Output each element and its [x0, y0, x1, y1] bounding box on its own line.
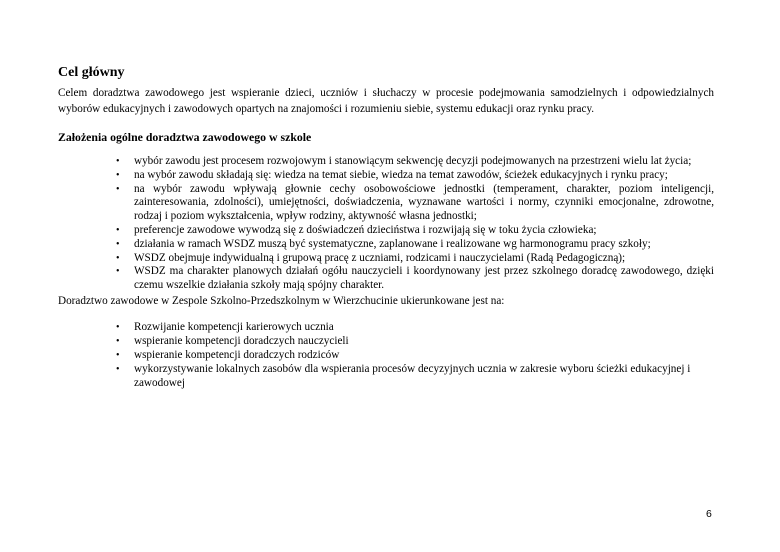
- list-item: [116, 265, 714, 293]
- list-item-text: WSDZ ma charakter planowych działań ogółu nauczycieli i koordynowany jest przez szkolnego doradcę zawodowego, dzięki czemu wszelkie działania szkoły mają spójny charakter.: [134, 265, 714, 292]
- list-item-text: wykorzystywanie lokalnych zasobów dla wspierania procesów decyzyjnych ucznia w zakresie wyboru ścieżki edukacyjnej i zawodowej: [134, 362, 691, 389]
- list-item: [116, 183, 714, 224]
- intro-paragraph: Celem doradztwa zawodowego jest wspieranie dzieci, uczniów i słuchaczy w procesie podejmowania samodzielnych i odpowiedzialnych wyborów edukacyjnych i zawodowych opartych na znajomości i rozumieniu siebie, systemu edukacji oraz rynku pracy.: [58, 87, 714, 115]
- bullet-icon: •: [116, 349, 120, 361]
- list-item: [116, 349, 714, 363]
- list-item-text: wspieranie kompetencji doradczych nauczycieli: [134, 334, 349, 347]
- bullet-icon: •: [116, 183, 120, 195]
- bullet-icon: •: [116, 169, 120, 181]
- list-item-text: wybór zawodu jest procesem rozwojowym i stanowiącym sekwencję decyzji podejmowanych na przestrzeni wielu lat życia;: [134, 155, 692, 167]
- list-item-text: preferencje zawodowe wywodzą się z doświadczeń dzieciństwa i rozwijają się w toku życia człowieka;: [134, 223, 597, 236]
- list-item-text: na wybór zawodu składają się: wiedza na temat siebie, wiedza na temat zawodów, ścieżek edukacyjnych i rynku pracy;: [134, 168, 668, 181]
- bullet-icon: •: [116, 335, 120, 347]
- bullet-icon: •: [116, 322, 120, 333]
- bullet-icon: •: [116, 156, 120, 167]
- list-item: [116, 363, 714, 391]
- list-item: [116, 252, 714, 266]
- list-item: [116, 238, 714, 252]
- list-item: [116, 321, 714, 335]
- list-item: [116, 155, 714, 169]
- list-item: [116, 224, 714, 238]
- list-item-text: na wybór zawodu wpływają głownie cechy osobowościowe jednostki (temperament, charakter, poziom inteligencji, zainteresowania, zdolności), umiejętności, doświadczenia, wyznawane wartości i normy, czynniki emocjonalne, zdrowotne, rodzaj i poziom wykształcenia, wpływ rodziny, aktywność własna jednostki;: [134, 182, 714, 223]
- assumptions-list: [116, 155, 714, 293]
- list-item: [116, 169, 714, 183]
- list-item-text: Rozwijanie kompetencji karierowych ucznia: [134, 321, 334, 333]
- bullet-icon: •: [116, 224, 120, 236]
- bullet-icon: •: [116, 266, 120, 278]
- directions-list: [116, 321, 714, 391]
- bullet-icon: •: [116, 252, 120, 264]
- page-number: 6: [706, 508, 712, 520]
- section-heading-assumptions: Założenia ogólne doradztwa zawodowego w szkole: [58, 130, 312, 144]
- bullet-icon: •: [116, 238, 120, 250]
- list-item: [116, 335, 714, 349]
- list-item-text: działania w ramach WSDZ muszą być systematyczne, zaplanowane i realizowane wg harmonogramu pracy szkoły;: [134, 237, 651, 250]
- bullet-icon: •: [116, 363, 120, 375]
- list-item-text: WSDZ obejmuje indywidualną i grupową pracę z uczniami, rodzicami i nauczycielami (Radą Pedagogiczną);: [134, 251, 626, 264]
- section-heading-main-goal: Cel główny: [58, 65, 125, 80]
- directions-intro-paragraph: Doradztwo zawodowe w Zespole Szkolno-Przedszkolnym w Wierzchucinie ukierunkowane jest na:: [58, 295, 505, 307]
- list-item-text: wspieranie kompetencji doradczych rodziców: [134, 348, 340, 361]
